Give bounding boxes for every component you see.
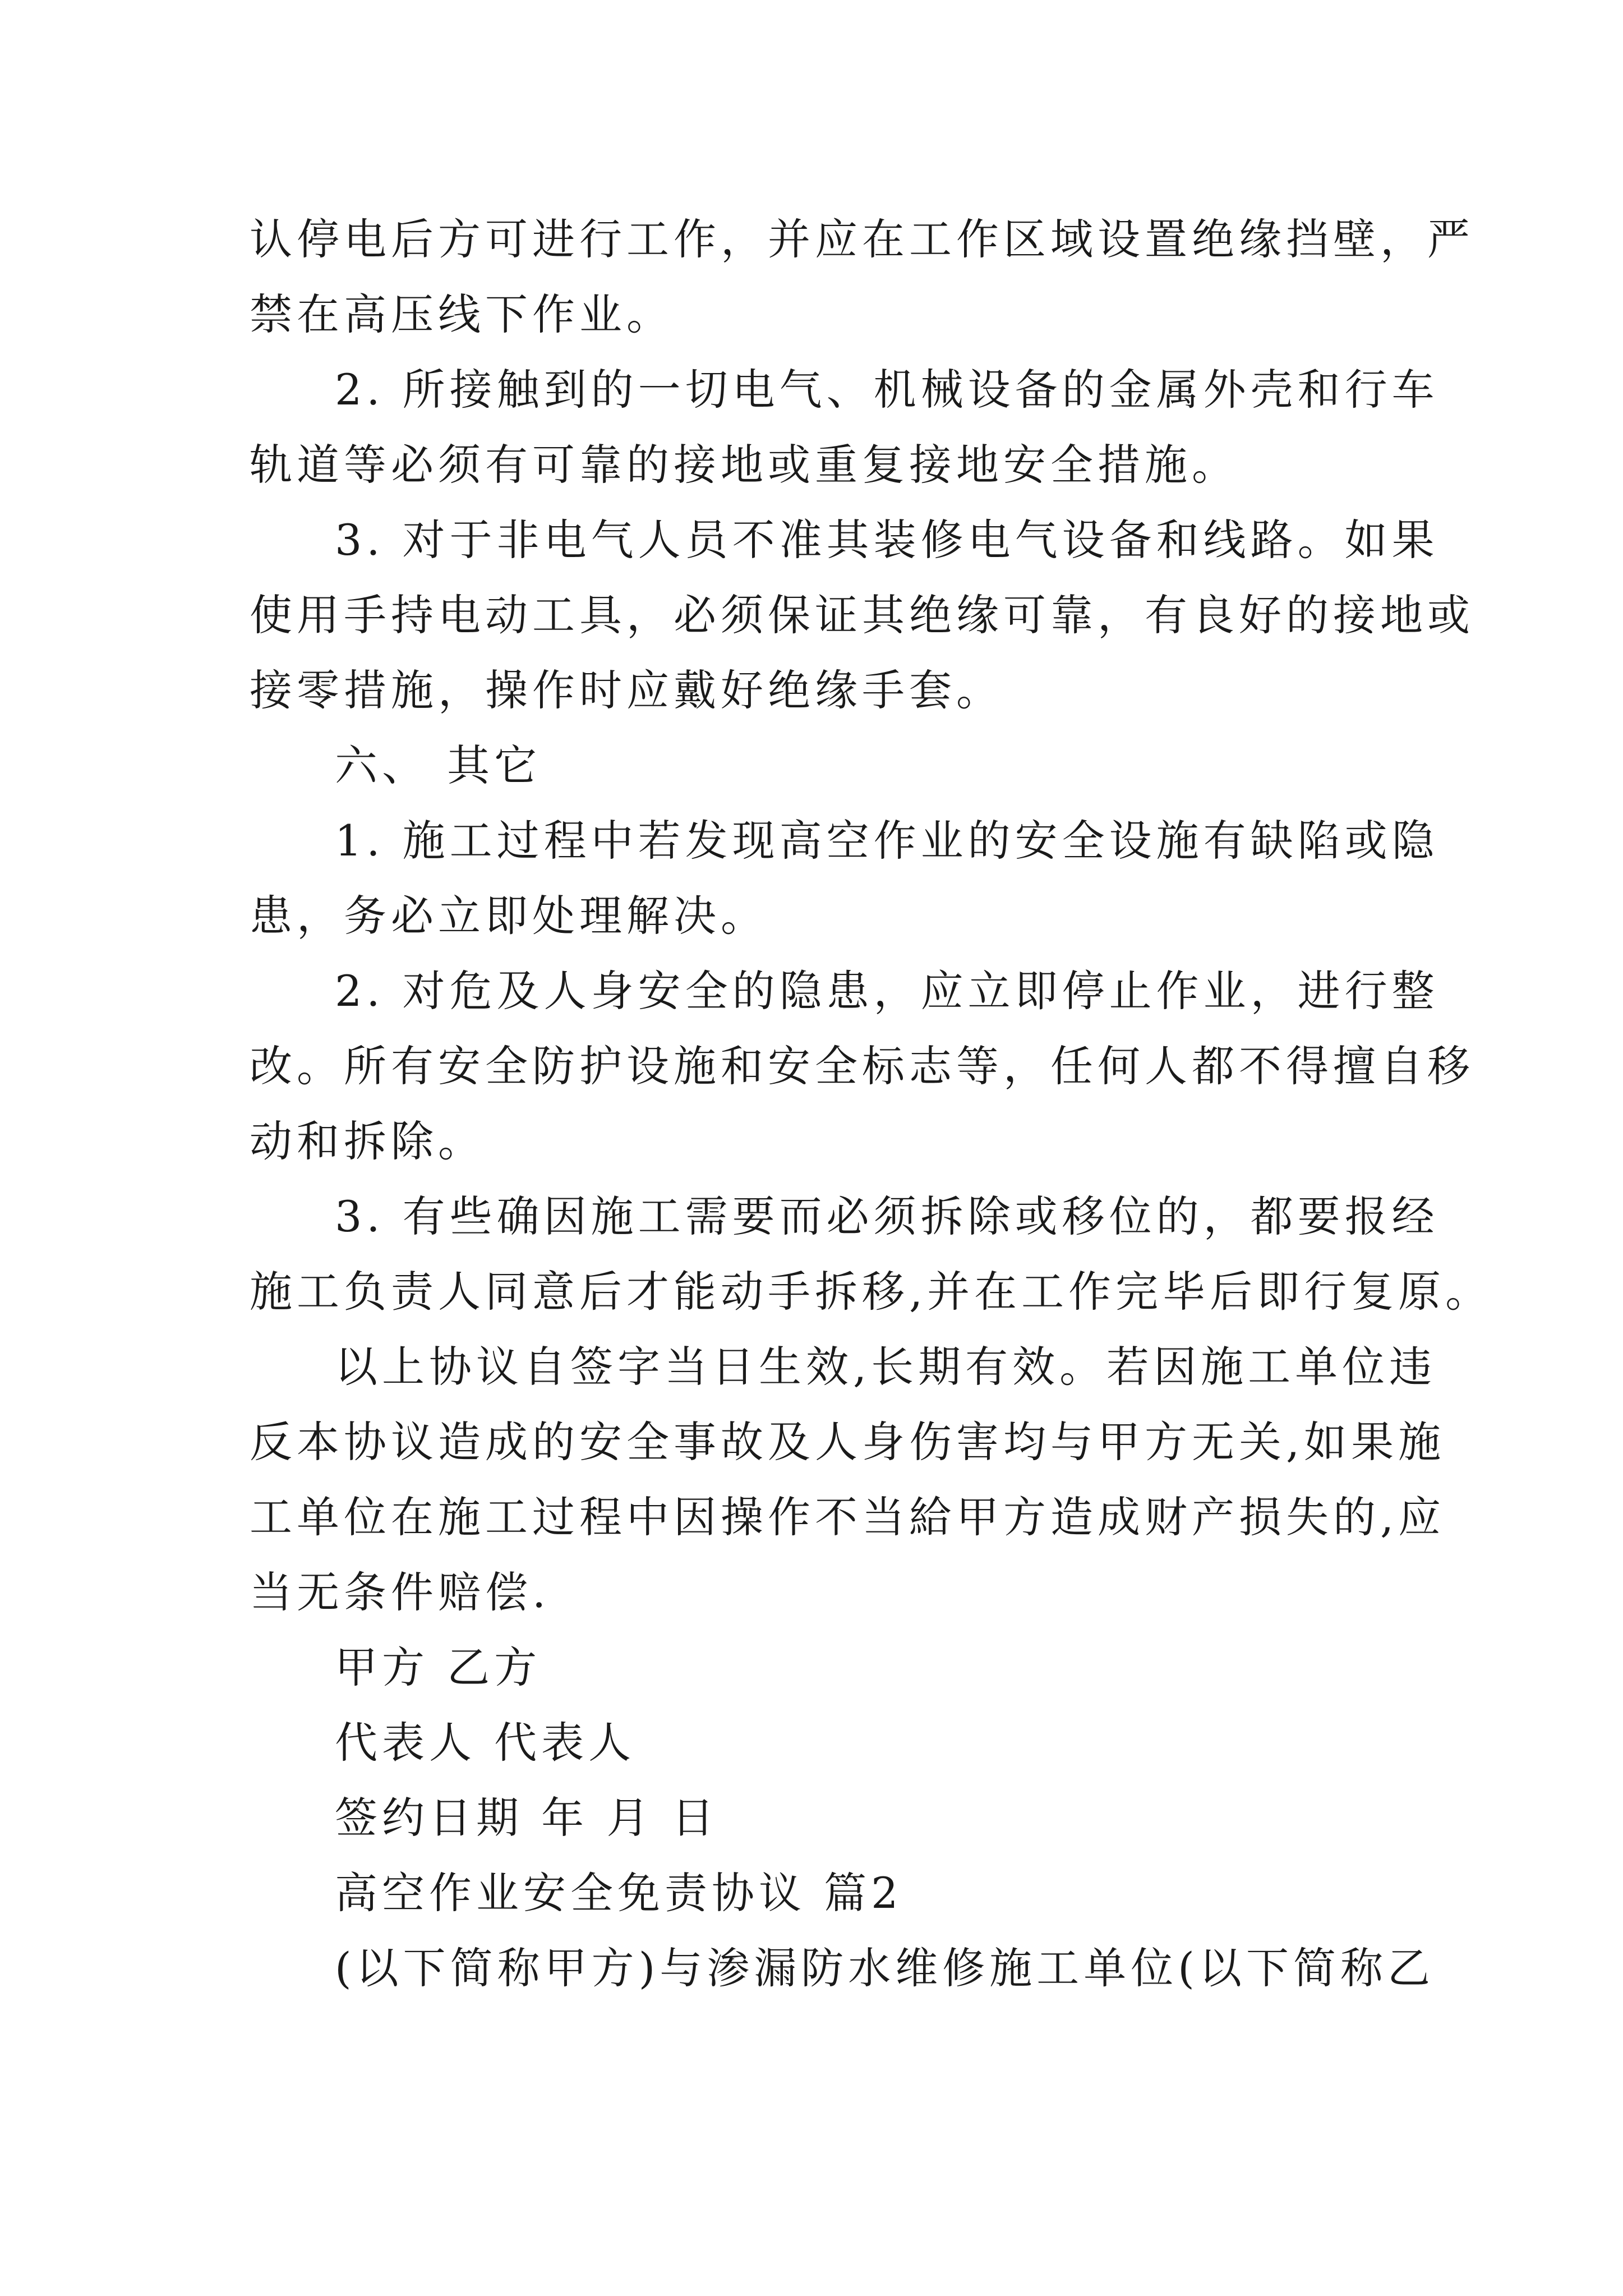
section-heading: 六、 其它	[335, 740, 542, 790]
text-line: 当无条件赔偿.	[250, 1567, 551, 1617]
text-line: 施工负责人同意后才能动手拆移,并在工作完毕后即行复原。	[250, 1267, 1493, 1317]
text-line: (以下简称甲方)与渗漏防水维修施工单位(以下简称乙	[335, 1943, 1435, 1993]
text-line: 2. 对危及人身安全的隐患，应立即停止作业，进行整	[335, 966, 1439, 1016]
text-line: 2. 所接触到的一切电气、机械设备的金属外壳和行车	[335, 365, 1439, 415]
article-title: 高空作业安全免责协议 篇2	[335, 1868, 903, 1918]
text-line: 改。所有安全防护设施和安全标志等，任何人都不得擅自移	[250, 1041, 1474, 1091]
text-line: 使用手持电动工具，必须保证其绝缘可靠，有良好的接地或	[250, 590, 1474, 640]
text-line: 3. 有些确因施工需要而必须拆除或移位的，都要报经	[335, 1191, 1439, 1241]
text-line: 3. 对于非电气人员不准其装修电气设备和线路。如果	[335, 515, 1439, 565]
document-body	[250, 202, 1493, 2006]
signature-party-line: 甲方 乙方	[335, 1642, 542, 1692]
text-line: 接零措施，操作时应戴好绝缘手套。	[250, 665, 1003, 715]
text-line: 患，务必立即处理解决。	[250, 891, 768, 941]
text-line: 工单位在施工过程中因操作不当給甲方造成财产损失的,应	[250, 1492, 1446, 1542]
text-line: 动和拆除。	[250, 1116, 485, 1166]
text-line: 1. 施工过程中若发现高空作业的安全设施有缺陷或隐	[335, 816, 1439, 866]
signature-date-line: 签约日期 年 月 日	[335, 1793, 719, 1843]
signature-representative-line: 代表人 代表人	[335, 1718, 636, 1768]
text-line: 认停电后方可进行工作，并应在工作区域设置绝缘挡壁，严	[250, 214, 1474, 264]
text-line: 轨道等必须有可靠的接地或重复接地安全措施。	[250, 440, 1239, 490]
text-line: 以上协议自签字当日生效,长期有效。若因施工单位违	[335, 1342, 1437, 1392]
text-line: 反本协议造成的安全事故及人身伤害均与甲方无关,如果施	[250, 1417, 1446, 1467]
text-line: 禁在高压线下作业。	[250, 289, 674, 339]
